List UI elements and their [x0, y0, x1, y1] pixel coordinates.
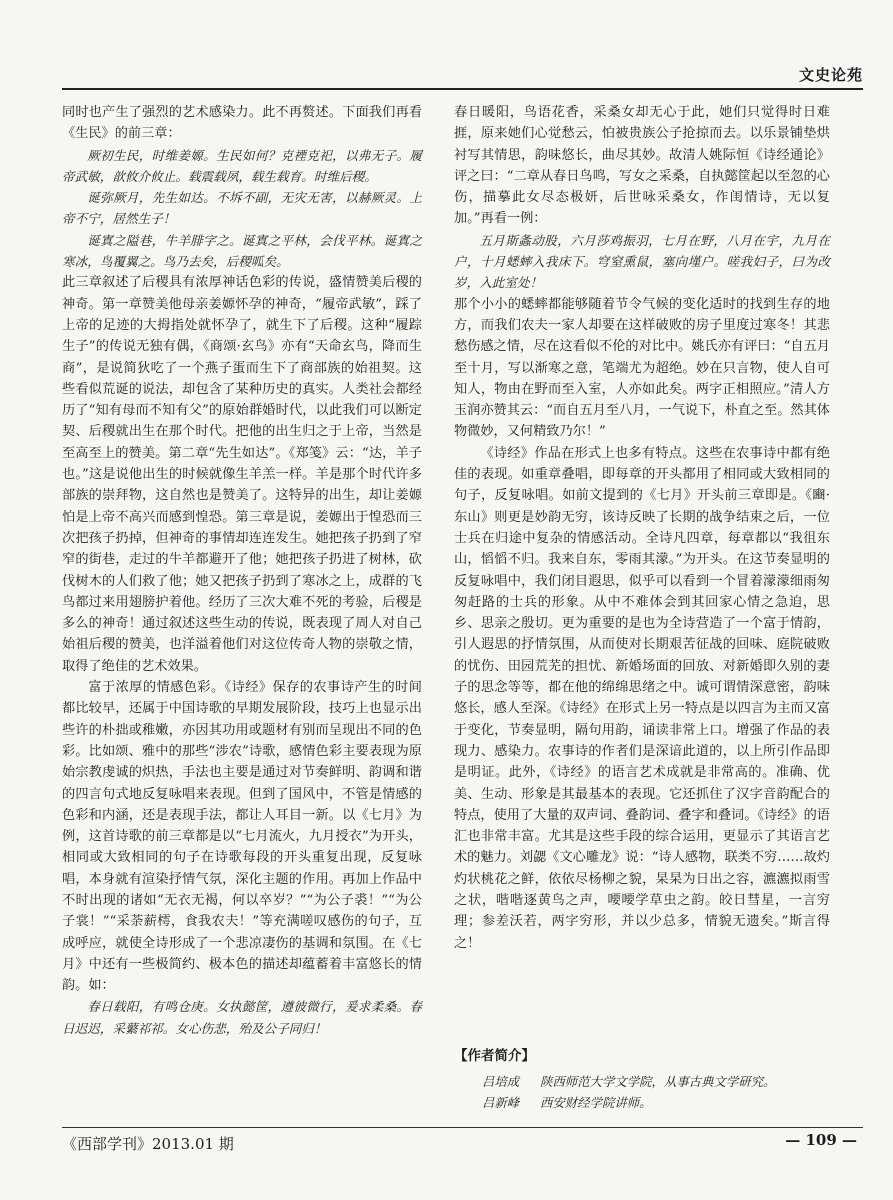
- author-name: 吕培成: [482, 1074, 520, 1089]
- section-label: 文史论苑: [798, 66, 863, 84]
- journal-name: 《西部学刊》2013.01 期: [62, 1135, 234, 1153]
- body-paragraph: 《诗经》作品在形式上也多有特点。这些在农事诗中都有绝佳的表现。如重章叠唱，即每章的开头都用了相同或大致相同的句子，反复咏唱。如前文提到的《七月》开头前三章即是。《豳·东山》则更是妙韵无穷，该诗反映了长期的战争结束之后，一位士兵在归途中复杂的情感活动。全诗凡四章，每章都以“我徂东山，慆慆不归。我来自东，零雨其濛。”为开头。在这节奏显明的反复咏唱中，我们闭目遐思，似乎可以看到一个冒着濛濛细雨匆匆赶路的士兵的形象。从中不难体会到其回家心情之急迫，思乡、思亲之殷切。更为重要的是也为全诗营造了一个富于情韵，引人遐思的抒情氛围，从而使对长期艰苦征战的回味、庭院破败的忧伤、田园荒芜的担忧、新婚场面的回放、对新婚即久别的妻子的思念等等，都在他的绵绵思绪之中。诚可谓情深意密，韵味悠长，感人至深。《诗经》在形式上另一特点是以四言为主而又富于变化，节奏显明，隔句用韵，诵读非常上口。增强了作品的表现力、感染力。农事诗的作者们是深谙此道的，以上所引作品即是明证。此外，《诗经》的语言艺术成就是非常高的。准确、优美、生动、形象是其最基本的表现。它还抓住了汉字音韵配合的特点，使用了大量的双声词、叠韵词、叠字和叠词。《诗经》的语汇也非常丰富。尤其是这些手段的综合运用，更显示了其语言艺术的魅力。刘勰《文心雕龙》说：“诗人感物，联类不穷……故灼灼状桃花之鲜，依依尽杨柳之貌，杲杲为日出之容，瀌瀌拟雨雪之状，喈喈逐黄鸟之声，喓喓学草虫之韵。皎日彗星，一言穷理；参差沃若，两字穷形，并以少总多，情貌无遗矣。”斯言得之！: [454, 445, 830, 951]
- body-paragraph: 同时也产生了强烈的艺术感染力。此不再赘述。下面我们再看《生民》的前三章：: [62, 105, 422, 142]
- body-paragraph: 富于浓厚的情感色彩。《诗经》保存的农事诗产生的时间都比较早，还属于中国诗歌的早期发展阶段，技巧上也显示出些许的朴拙或稚嫩，亦因其功用或题材有别而呈现出不同的色彩。比如颂、雅中的那些“涉农”诗歌，感情色彩主要表现为原始宗教虔诚的炽热，手法也主要是通过对节奏鲜明、韵调和谐的四言句式地反复咏唱来表现。但到了国风中，不管是情感的色彩和内涵，还是表现手法，都让人耳目一新。以《七月》为例，这首诗歌的前三章都是以“七月流火，九月授衣”为开头，相同或大致相同的句子在诗歌每段的开头重复出现，反复咏唱，本身就有渲染抒情气氛，深化主题的作用。再加上作品中不时出现的诸如“无衣无褐，何以卒岁？”“为公子裘！”“为公子裳！”“采荼薪樗，食我农夫！”等充满嗟叹感伤的句子，互成呼应，就使全诗形成了一个悲凉凄伤的基调和氛围。在《七月》中还有一些极简约、极本色的描述却蕴蓄着丰富悠长的情韵。如：: [62, 680, 422, 994]
- footer-rule: [62, 1127, 863, 1128]
- poem-quote: 诞寘之隘巷，牛羊腓字之。诞寘之平林，会伐平林。诞寘之寒冰，鸟覆翼之。鸟乃去矣，后稷呱矣。: [62, 232, 422, 270]
- right-column: [454, 102, 830, 954]
- page-number: — 109 —: [785, 1131, 857, 1149]
- author-entry: [454, 1071, 830, 1092]
- poem-quote: 五月斯螽动股，六月莎鸡振羽，七月在野，八月在宇，九月在户，十月蟋蟀入我床下。穹窒熏鼠，塞向墐户。嗟我妇子，曰为改岁，入此室处！: [454, 232, 830, 291]
- author-entry: [454, 1092, 830, 1113]
- author-desc: 西安财经学院讲师。: [540, 1095, 652, 1110]
- poem-quote: 厥初生民，时维姜嫄。生民如何？克禋克祀，以弗无子。履帝武敏，歆攸介攸止。载震载夙，载生载育。时维后稷。: [62, 147, 422, 184]
- author-heading: 【作者简介】: [454, 1048, 535, 1064]
- header-rule: [62, 88, 863, 90]
- author-desc: 陕西师范大学文学院，从事古典文学研究。: [540, 1074, 776, 1089]
- left-column: [62, 102, 422, 1039]
- author-name: 吕新峰: [482, 1095, 520, 1110]
- body-paragraph: 此三章叙述了后稷具有浓厚神话色彩的传说，盛情赞美后稷的神奇。第一章赞美他母亲姜嫄怀孕的神奇，“履帝武敏”，踩了上帝的足迹的大拇指处就怀孕了，就生下了后稷。这种“履踪生子”的传说无独有偶，《商颂·玄鸟》亦有“天命玄鸟，降而生商”，是说简狄吃了一个燕子蛋而生下了商部族的始祖契。这些看似荒诞的说法，却包含了某种历史的真实。人类社会都经历了“知有母而不知有父”的原始群婚时代，以此我们可以断定契、后稷就出生在那个时代。把他的出生归之于上帝，当然是至高至上的赞美。第二章“先生如达”。《郑笺》云：“达，羊子也。”这是说他出生的时候就像生羊羔一样。羊是那个时代许多部族的崇拜物，这自然也是赞美了。这特异的出生，却让姜嫄怕是上帝不高兴而感到惶恐。第三章是说，姜嫄出于惶恐而三次把孩子扔掉，但神奇的事情却连连发生。她把孩子扔到了窄窄的街巷，走过的牛羊都避开了他；她把孩子扔进了树林，砍伐树木的人们救了他；她又把孩子扔到了寒冰之上，成群的飞鸟都过来用翅膀护着他。经历了三次大难不死的考验，后稷是多么的神奇！通过叙述这些生动的传说，既表现了周人对自己始祖后稷的赞美，也洋溢着他们对这位传奇人物的崇敬之情，取得了绝佳的艺术效果。: [62, 275, 422, 674]
- body-paragraph: 春日暖阳，鸟语花香，采桑女却无心于此，她们只觉得时日难捱，原来她们心觉愁云，怕被贵族公子抢掠而去。以乐景铺垫烘衬写其情思，韵味悠长，曲尽其妙。故清人姚际恒《诗经通论》评之曰：“二章从春日鸟鸣，写女之采桑，自执懿筐起以至忽的心伤，描摹此女尽态极妍，后世咏采桑女，作闺情诗，无以复加。”再看一例：: [454, 105, 830, 227]
- body-paragraph: 那个小小的蟋蟀都能够随着节令气候的变化适时的找到生存的地方，而我们农夫一家人却要在这样破败的房子里度过寒冬！其悲愁伤感之情，尽在这看似不伦的对比中。姚氏亦有评曰：“自五月至十月，写以渐寒之意，笔端尤为超绝。妙在只言物，使人自可知人，物由在野而至入室，人亦如此矣。两字正相照应。”清人方玉润亦赞其云：“而自五月至八月，一气说下，朴直之至。然其体物微妙，又何精致乃尔！”: [454, 296, 830, 440]
- poem-quote: 诞弥厥月，先生如达。不坼不副，无灾无害，以赫厥灵。上帝不宁，居然生子！: [62, 190, 422, 227]
- poem-quote: 春日载阳，有鸣仓庚。女执懿筐，遵彼微行，爰求柔桑。春日迟迟，采蘩祁祁。女心伤悲，殆及公子同归！: [62, 999, 422, 1036]
- author-bio: [454, 1046, 830, 1113]
